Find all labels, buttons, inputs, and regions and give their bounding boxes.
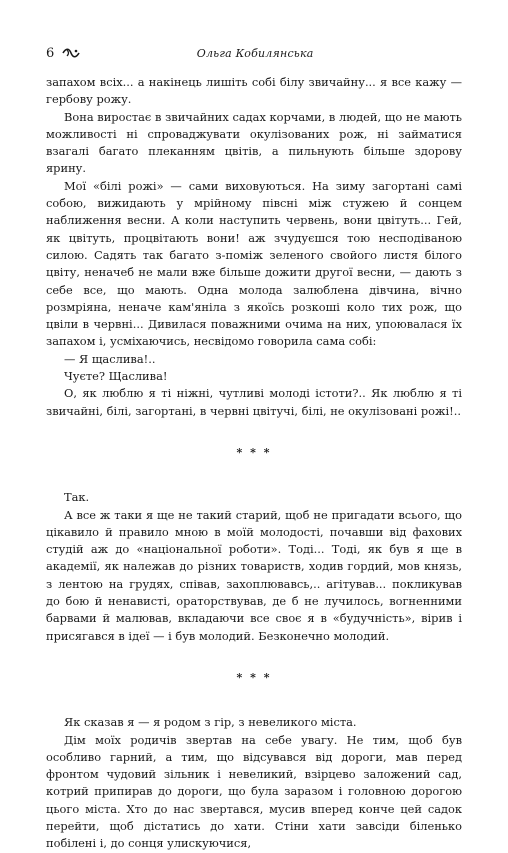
section-separator: * * *: [236, 445, 272, 459]
fleuron-ornament-icon: [62, 47, 80, 59]
paragraph: О, як люблю я ті ніжні, чутливі молоді істоти?.. Як люблю я ті звичайні, білі, загортані, в червні цвітучі, білі, не окулізовані рожі!..: [46, 386, 462, 418]
page-header: [46, 44, 462, 62]
paragraph: Вона виростає в звичайних садах корчами, в людей, що не мають можливості ні спроваджувати окулізованих рож, ні займатися взагалі багато плеканням цвітів, а пильнують більше здорову ярину.: [46, 109, 462, 176]
paragraph: Так.: [64, 490, 90, 505]
paragraph: Мої «білі рожі» — сами виховуються. На зиму загортані самі собою, вижидають у мрійному півсні між стужею й сонцем наближення весни. А коли наступить червень, вони цвітуть... Гей, як цвітуть, процвітають вони! аж зчудуєшся тою несподіваною силою. Садять так багато з-поміж зеленого свойого листя білого цвіту, неначеб не мали вже більше дожити другої весни, — дають з себе все, що мають. Одна молода залюблена дівчина, вічно розмріяна, неначе кам'яніла з якоїсь розкоші коло тих рож, що цвіли в червні... Дивилася поважними очима на них, упоювалася їх запахом і, усміхаючись, несвідомо говорила сама собі:: [46, 178, 462, 349]
page-body: [46, 74, 462, 853]
paragraph: Як сказав я — я родом з гір, з невеликого міста.: [64, 715, 357, 730]
paragraph: Дім моїх родичів звертав на себе увагу. Не тим, щоб був особливо гарний, а тим, що відсувався від дороги, мав перед фронтом чудовий зільник і невеликий, взірцево заложений сад, котрий припирав до дороги, що була заразом і головною дорогою цього міста. Хто до нас звертався, мусив вперед конче цей садок перейти, щоб дістатись до хати. Стіни хати завсіди біленько побілені і, до сонця улискуючися,: [46, 732, 462, 851]
running-title: Ольга Кобилянська: [196, 46, 314, 60]
paragraph: А все ж таки я ще не такий старий, щоб не пригадати всього, що цікавило й правило мною в моїй молодості, почавши від фахових студій аж до «національної роботи». Тоді... Тоді, як був я ще в академії, як належав до різних товариств, ходив гордий, мов князь, з лентою на грудях, співав, захоплювавсь,.. агітував... покликував до бою й ненависті, ораторствував, де б не лучилось, вогненними барвами й малював, вкладаючи все своє я в «будучність», вірив і присягався в ідеї — і був молодий. Безконечно молодий.: [46, 507, 462, 643]
page-number: 6: [46, 45, 55, 61]
paragraph: Чуєте? Щаслива!: [64, 369, 168, 384]
section-separator: * * *: [236, 670, 272, 684]
paragraph: запахом всіх... а накінець лишіть собі білу звичайну... я все кажу — гербову рожу.: [46, 75, 462, 107]
paragraph: — Я щаслива!..: [64, 351, 156, 366]
